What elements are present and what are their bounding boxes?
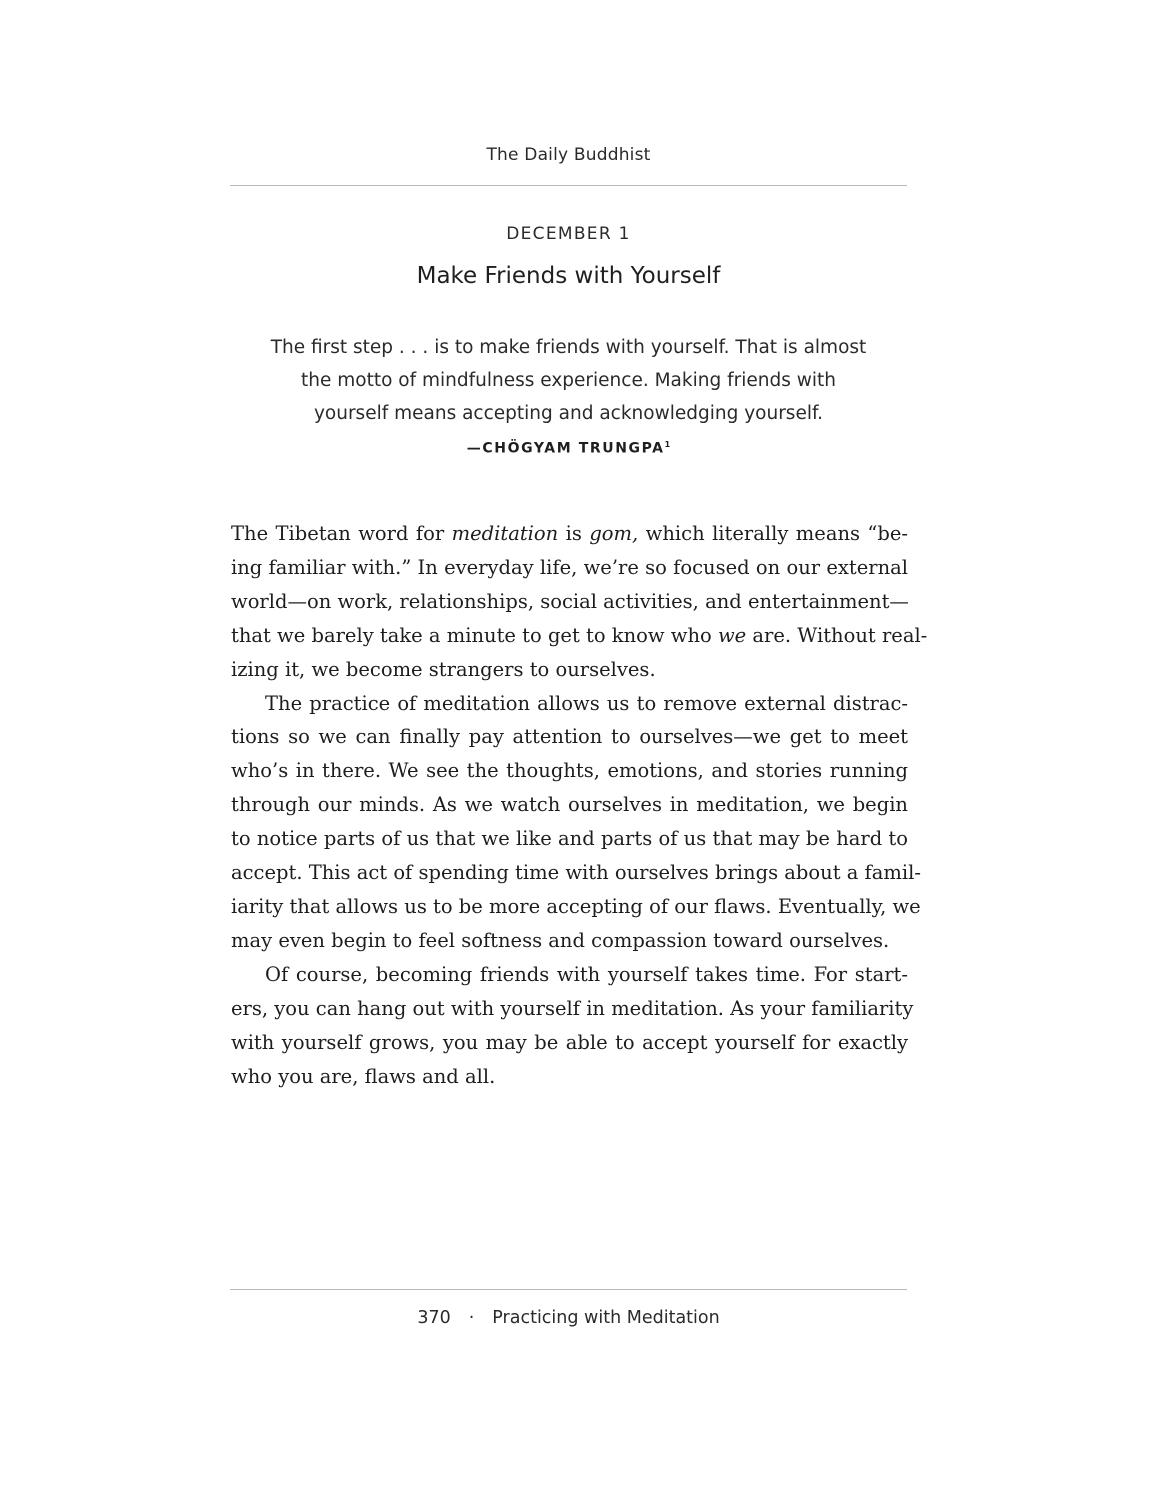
body-line: may even begin to feel softness and compassion toward ourselves. <box>231 928 890 952</box>
body-text <box>231 517 928 1093</box>
attribution-name: —CHÖGYAM TRUNGPA <box>466 440 665 457</box>
epigraph-quote <box>255 331 882 430</box>
body-line: through our minds. As we watch ourselves in meditation, we begin <box>231 793 908 817</box>
epigraph-line: the motto of mindfulness experience. Making friends with <box>301 370 836 391</box>
body-line: who you are, flaws and all. <box>231 1064 496 1088</box>
header-rule <box>230 185 907 186</box>
body-text-run: that we barely take a minute to get to know who <box>231 623 718 647</box>
body-text-run: are. Without real- <box>746 623 928 647</box>
emphasis-gom: gom, <box>589 522 639 545</box>
body-line: izing it, we become strangers to ourselves. <box>231 657 656 681</box>
page-footer <box>230 1308 907 1328</box>
body-line: ers, you can hang out with yourself in meditation. As your familiarity <box>231 996 914 1020</box>
footer-separator: · <box>468 1308 475 1328</box>
emphasis-meditation: meditation <box>451 522 559 545</box>
emphasis-we: we <box>717 623 747 647</box>
body-line: with yourself grows, you may be able to accept yourself for exactly <box>231 1030 908 1054</box>
body-text-run: which literally means “be- <box>638 522 909 545</box>
body-line: The practice of meditation allows us to remove external distrac- <box>265 691 908 715</box>
body-line: Of course, becoming friends with yourself takes time. For start- <box>265 962 908 986</box>
body-line: world—on work, relationships, social activities, and entertainment— <box>231 589 909 613</box>
body-line <box>231 619 928 653</box>
body-line: accept. This act of spending time with ourselves brings about a famil- <box>231 861 921 885</box>
epigraph-line: yourself means accepting and acknowledging yourself. <box>313 403 824 424</box>
footer-rule <box>230 1289 907 1290</box>
epigraph-line: The first step . . . is to make friends with yourself. That is almost <box>270 337 867 358</box>
body-line: tions so we can finally pay attention to ourselves—we get to meet <box>231 725 908 749</box>
section-title: Practicing with Meditation <box>492 1308 720 1328</box>
running-header: The Daily Buddhist <box>486 145 651 165</box>
body-line: ing familiar with.” In everyday life, we’re so focused on our external <box>231 555 908 579</box>
epigraph-attribution <box>230 440 907 457</box>
body-line <box>231 517 908 551</box>
footnote-marker: 1 <box>664 440 671 449</box>
entry-date: DECEMBER 1 <box>506 224 631 244</box>
body-text-run: is <box>558 522 590 545</box>
body-line: who’s in there. We see the thoughts, emotions, and stories running <box>231 759 908 783</box>
body-line: to notice parts of us that we like and parts of us that may be hard to <box>231 827 908 851</box>
page-number: 370 <box>417 1308 451 1328</box>
body-line: iarity that allows us to be more accepting of our flaws. Eventually, we <box>231 894 921 918</box>
body-text-run: The Tibetan word for <box>231 522 452 545</box>
entry-title: Make Friends with Yourself <box>416 263 721 289</box>
